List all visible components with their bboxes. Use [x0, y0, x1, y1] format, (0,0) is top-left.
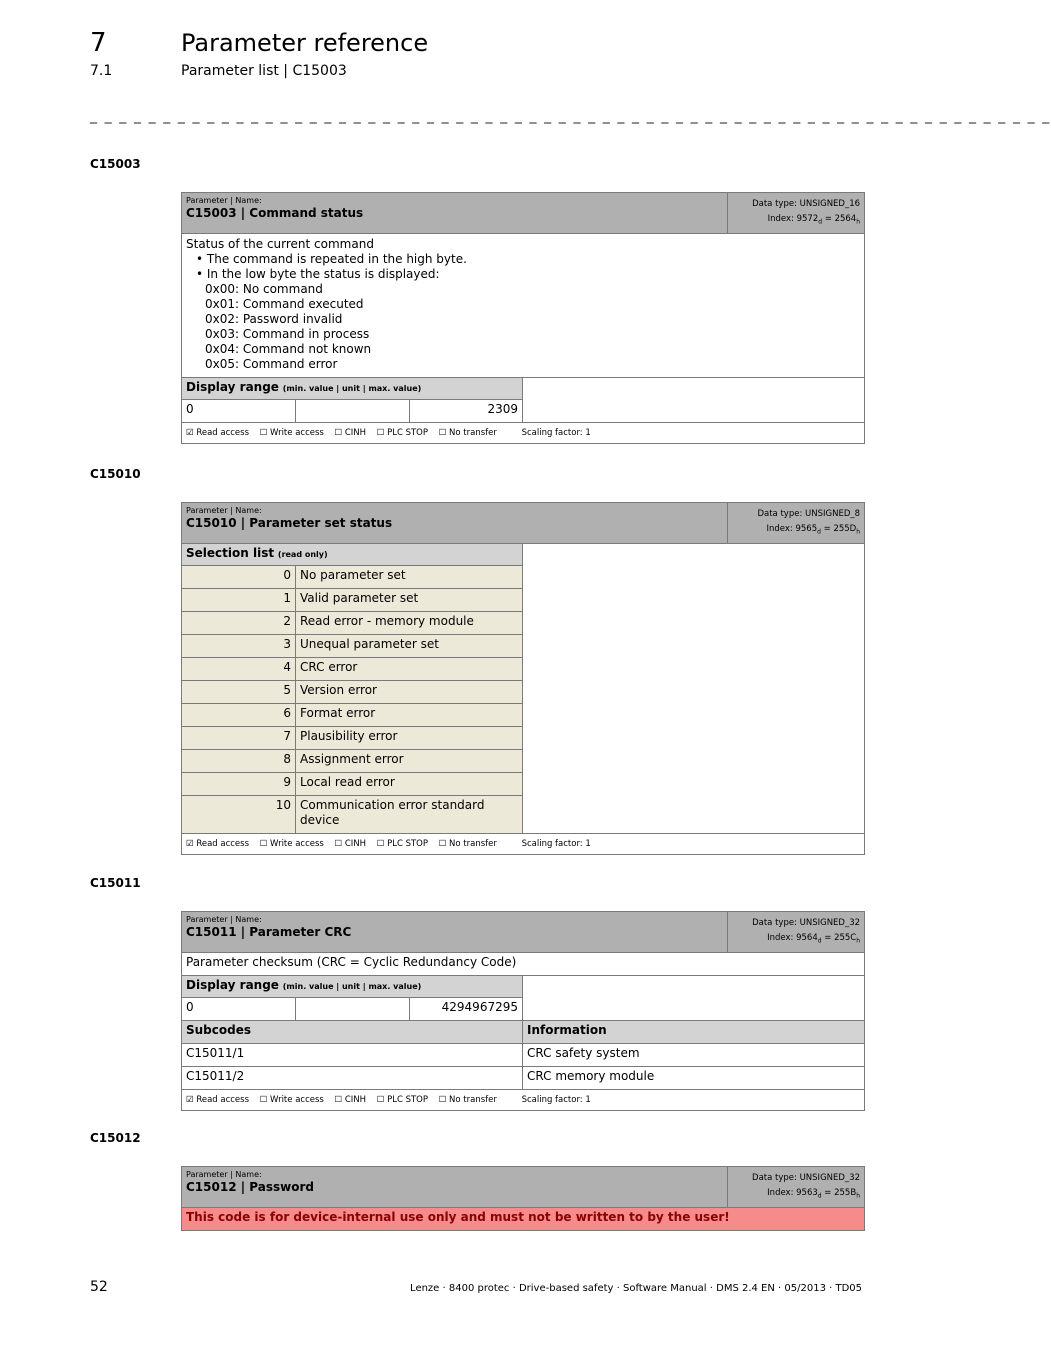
access-flags [182, 834, 865, 855]
c15010-data-type: Data type: UNSIGNED_8 [757, 508, 861, 519]
subcode: C15011/2 [182, 1067, 523, 1090]
c15003-name: C15003 | Command status [186, 206, 364, 220]
list-item-label: Local read error [296, 773, 523, 796]
c15003-table [181, 192, 865, 444]
param-label: Parameter | Name: [186, 1170, 262, 1179]
c15011-name-cell [182, 912, 728, 953]
selection-list-header [182, 544, 523, 566]
scaling-factor: Scaling factor: 1 [521, 428, 591, 438]
display-range-label: Display range [186, 978, 279, 992]
subcode: C15011/1 [182, 1044, 523, 1067]
empty-cell [523, 544, 865, 834]
chapter-title: Parameter reference [181, 29, 429, 57]
range-min: 0 [182, 400, 296, 423]
c15003-heading: C15003 [90, 157, 141, 171]
range-min: 0 [182, 998, 296, 1021]
list-item-value: 2 [182, 612, 296, 635]
param-label: Parameter | Name: [186, 196, 262, 205]
c15011-name: C15011 | Parameter CRC [186, 925, 352, 939]
c15003-description [182, 234, 865, 378]
c15011-index: Index: $9564_d = 255C_h$ [767, 932, 861, 945]
c15011-heading: C15011 [90, 876, 141, 890]
c15012-index: Index: $9563_d = 255B_h$ [767, 1187, 860, 1200]
write-access-flag: ☐ Write access [259, 839, 324, 849]
list-item-value: 7 [182, 727, 296, 750]
display-range-label: Display range [186, 380, 279, 394]
c15012-heading: C15012 [90, 1131, 141, 1145]
c15010-table [181, 502, 865, 855]
desc-line: Status of the current command [186, 237, 374, 251]
list-item-value: 10 [182, 796, 296, 834]
access-flags [182, 1090, 865, 1111]
display-range-hint: (min. value | unit | max. value) [282, 384, 422, 393]
plc-stop-flag: ☐ PLC STOP [376, 839, 428, 849]
subcode-info: CRC safety system [523, 1044, 865, 1067]
range-unit [296, 998, 410, 1021]
list-item-label: Plausibility error [296, 727, 523, 750]
subcode-info: CRC memory module [523, 1067, 865, 1090]
c15003-type-cell [728, 193, 865, 234]
c15003-data-type: Data type: UNSIGNED_16 [752, 198, 861, 209]
display-range-hint: (min. value | unit | max. value) [282, 982, 422, 991]
information-header: Information [523, 1021, 865, 1044]
read-access-flag: ☑ Read access [186, 1095, 250, 1105]
c15012-name-cell [182, 1167, 728, 1208]
read-access-flag: ☑ Read access [186, 428, 250, 438]
c15010-type-cell [728, 503, 865, 544]
list-item-value: 0 [182, 566, 296, 589]
c15003-index: Index: $9572_d = 2564_h$ [767, 213, 861, 226]
desc-line: • In the low byte the status is displayed: [196, 267, 440, 281]
cinh-flag: ☐ CINH [334, 839, 367, 849]
list-item-label: Read error - memory module [296, 612, 523, 635]
c15003-name-cell [182, 193, 728, 234]
c15011-description: Parameter checksum (CRC = Cyclic Redundancy Code) [182, 953, 865, 976]
section-title: Parameter list | C15003 [181, 63, 347, 79]
c15010-name-cell [182, 503, 728, 544]
chapter-number: 7 [90, 28, 107, 58]
list-item-label: Format error [296, 704, 523, 727]
list-item-label: Valid parameter set [296, 589, 523, 612]
empty-cell [523, 976, 865, 1021]
c15012-warning: This code is for device-internal use only and must not be written to by the user! [182, 1208, 865, 1231]
c15011-type-cell [728, 912, 865, 953]
document-info: Lenze · 8400 protec · Drive-based safety · Software Manual · DMS 2.4 EN · 05/2013 · TD05 [410, 1283, 862, 1294]
list-item-value: 1 [182, 589, 296, 612]
scaling-factor: Scaling factor: 1 [521, 1095, 591, 1105]
list-item-value: 6 [182, 704, 296, 727]
param-label: Parameter | Name: [186, 915, 262, 924]
list-item-value: 4 [182, 658, 296, 681]
access-flags [182, 423, 865, 444]
display-range-header [182, 378, 523, 400]
selection-list-label: Selection list [186, 546, 275, 560]
list-item-value: 8 [182, 750, 296, 773]
cinh-flag: ☐ CINH [334, 1095, 367, 1105]
empty-cell [523, 378, 865, 423]
selection-list-hint: (read only) [277, 550, 328, 559]
desc-line: 0x04: Command not known [205, 342, 372, 356]
desc-line: 0x00: No command [205, 282, 323, 296]
no-transfer-flag: ☐ No transfer [438, 1095, 497, 1105]
desc-line: 0x03: Command in process [205, 327, 370, 341]
c15010-name: C15010 | Parameter set status [186, 516, 393, 530]
desc-line: • The command is repeated in the high byte. [196, 252, 467, 266]
header-separator: _ _ _ _ _ _ _ _ _ _ _ _ _ _ _ _ _ _ _ _ _ _ _ _ _ _ _ _ _ _ _ _ _ _ _ _ _ _ _ _ _ _ _ _ _ _ _ _ _ _ _ _ _ _ _ _ _ _ _ _ _ _ _ _ _ _ [90, 108, 1051, 124]
scaling-factor: Scaling factor: 1 [521, 839, 591, 849]
section-number: 7.1 [90, 63, 113, 79]
no-transfer-flag: ☐ No transfer [438, 428, 497, 438]
c15010-heading: C15010 [90, 467, 141, 481]
list-item-value: 5 [182, 681, 296, 704]
param-label: Parameter | Name: [186, 506, 262, 515]
c15011-data-type: Data type: UNSIGNED_32 [752, 917, 861, 928]
c15010-index: Index: $9565_d = 255D_h$ [766, 523, 861, 536]
page-number: 52 [90, 1279, 108, 1295]
cinh-flag: ☐ CINH [334, 428, 367, 438]
read-access-flag: ☑ Read access [186, 839, 250, 849]
list-item-label: Unequal parameter set [296, 635, 523, 658]
list-item-label: Assignment error [296, 750, 523, 773]
desc-line: 0x05: Command error [205, 357, 338, 371]
c15012-table [181, 1166, 865, 1231]
desc-line: 0x02: Password invalid [205, 312, 343, 326]
list-item-value: 3 [182, 635, 296, 658]
c15012-name: C15012 | Password [186, 1180, 314, 1194]
range-max: 4294967295 [410, 998, 523, 1021]
display-range-header [182, 976, 523, 998]
list-item-label: No parameter set [296, 566, 523, 589]
plc-stop-flag: ☐ PLC STOP [376, 1095, 428, 1105]
range-max: 2309 [410, 400, 523, 423]
list-item-label: Communication error standard device [296, 796, 523, 834]
subcodes-header: Subcodes [182, 1021, 523, 1044]
plc-stop-flag: ☐ PLC STOP [376, 428, 428, 438]
list-item-label: CRC error [296, 658, 523, 681]
range-unit [296, 400, 410, 423]
write-access-flag: ☐ Write access [259, 428, 324, 438]
list-item-value: 9 [182, 773, 296, 796]
c15012-type-cell [728, 1167, 865, 1208]
write-access-flag: ☐ Write access [259, 1095, 324, 1105]
c15011-table [181, 911, 865, 1111]
list-item-label: Version error [296, 681, 523, 704]
c15012-data-type: Data type: UNSIGNED_32 [752, 1172, 860, 1183]
no-transfer-flag: ☐ No transfer [438, 839, 497, 849]
desc-line: 0x01: Command executed [205, 297, 364, 311]
